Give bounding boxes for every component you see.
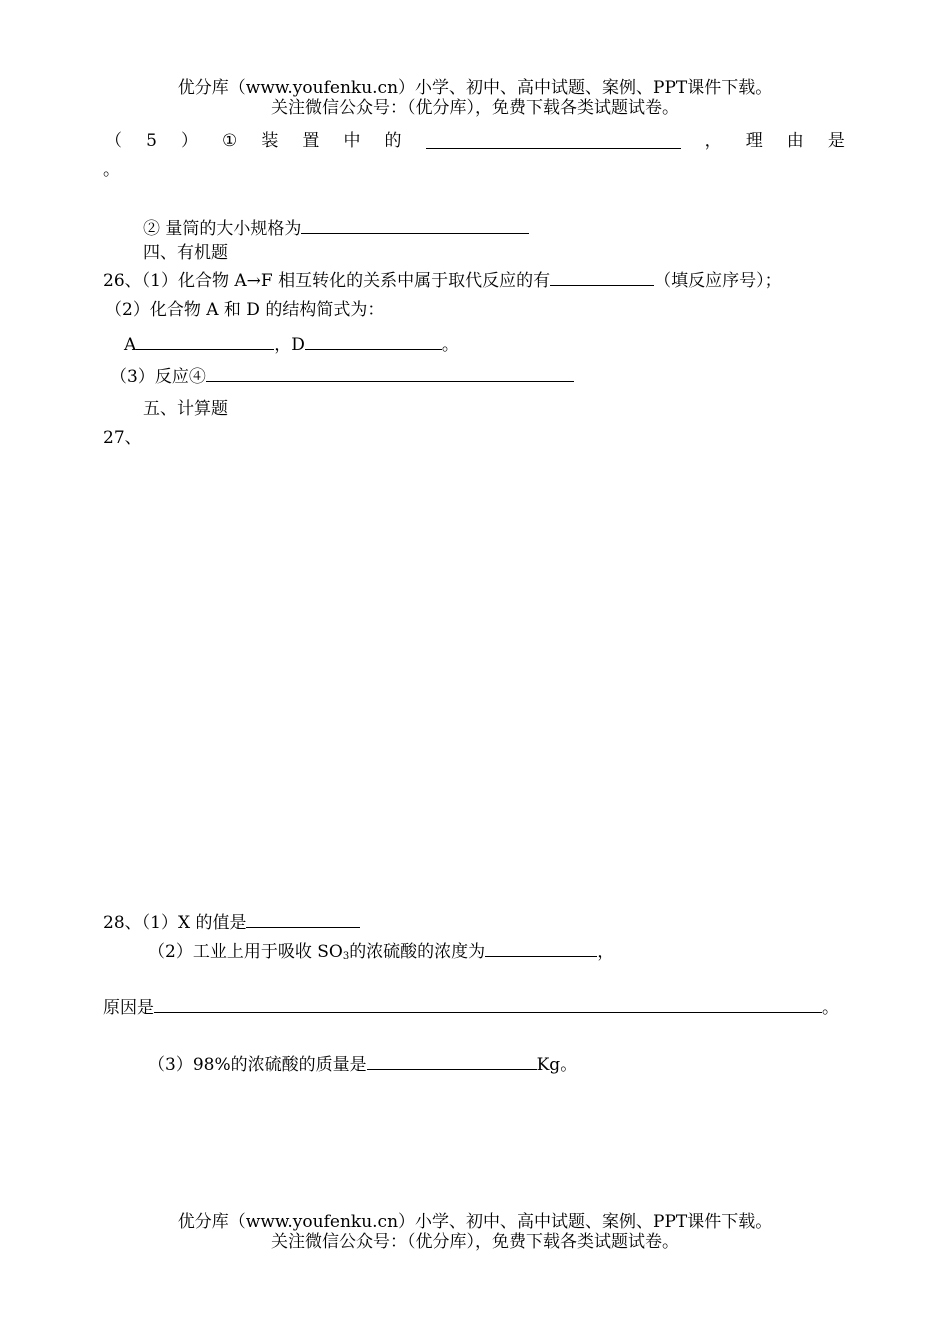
q28-answer-blank-2[interactable] (485, 939, 597, 957)
q5-token: 中 (343, 131, 361, 151)
q28-line-4-text: （3）98%的浓硫酸的质量是 (148, 1055, 367, 1075)
q26-line-1-post: （填反应序号）； (654, 271, 782, 291)
q28-line-3-text: 原因是 (103, 998, 154, 1018)
q5-tail: 由 (786, 131, 804, 151)
q28-line-2-post: 的浓硫酸的浓度为 (349, 942, 486, 962)
q28-line-4-post: Kg。 (536, 1055, 578, 1075)
q5-token: ） (180, 131, 198, 151)
q5-comma: ， (704, 131, 722, 151)
q26-line-3 (124, 332, 459, 355)
q28-line-1 (103, 910, 360, 933)
q27-label: 27、 (103, 428, 142, 448)
q5-token: 装 (261, 131, 279, 151)
q26-a-label: A (124, 335, 137, 355)
q5-tail: 理 (745, 131, 763, 151)
q5-token: （ (105, 131, 122, 151)
footer-line-2: 关注微信公众号：（优分库），免费下载各类试题试卷。 (271, 1232, 679, 1252)
q26-line-1 (103, 268, 782, 291)
q28-line-4 (148, 1052, 577, 1075)
q28-line-3-end: 。 (822, 998, 839, 1018)
section-5-title: 五、计算题 (143, 399, 228, 419)
q26-line-1-text: 26、（1）化合物 A→F 相互转化的关系中属于取代反应的有 (103, 271, 551, 291)
q26-d-label: ，D (274, 335, 305, 355)
q28-line-1-text: 28、（1）X 的值是 (103, 913, 247, 933)
section-4-title: 四、有机题 (143, 243, 228, 263)
q26-line-4-text: （3）反应④ (110, 367, 206, 387)
q26-end-mark: 。 (441, 335, 459, 355)
q5-line-2-text: ② 量筒的大小规格为 (143, 219, 302, 239)
q28-line-2-text: （2）工业上用于吸收 SO (148, 942, 343, 962)
q5-token: 置 (302, 131, 320, 151)
q28-so3-subscript: 3 (342, 951, 350, 962)
q5-tail: 是 (827, 131, 845, 151)
q26-answer-blank-d[interactable] (305, 332, 442, 350)
q28-answer-blank-3[interactable] (154, 995, 822, 1013)
q5-line-2 (143, 216, 529, 239)
q5-token: 的 (384, 131, 402, 151)
q28-line-3 (103, 995, 839, 1018)
q26-line-4 (110, 364, 574, 387)
q5-token: ① (222, 131, 238, 151)
q26-answer-blank-a[interactable] (136, 332, 274, 350)
q26-line-2: （2）化合物 A 和 D 的结构简式为： (105, 300, 385, 320)
q28-line-2-end: ， (597, 942, 615, 962)
q28-answer-blank-1[interactable] (246, 910, 360, 928)
q26-answer-blank-4[interactable] (206, 364, 574, 382)
footer-line-1: 优分库（www.youfenku.cn）小学、初中、高中试题、案例、PPT课件下载。 (177, 1212, 773, 1232)
header-line-1: 优分库（www.youfenku.cn）小学、初中、高中试题、案例、PPT课件下载。 (177, 78, 773, 98)
header-line-2: 关注微信公众号：（优分库），免费下载各类试题试卷。 (271, 98, 679, 118)
q5-end-mark: 。 (103, 160, 120, 180)
q5-answer-blank-1[interactable] (426, 131, 681, 149)
q5-line-1 (105, 131, 845, 151)
q28-answer-blank-4[interactable] (367, 1052, 537, 1070)
q26-answer-blank-1[interactable] (550, 268, 654, 286)
q5-token: 5 (146, 131, 157, 151)
q28-line-2 (148, 939, 614, 967)
q5-answer-blank-2[interactable] (301, 216, 529, 234)
